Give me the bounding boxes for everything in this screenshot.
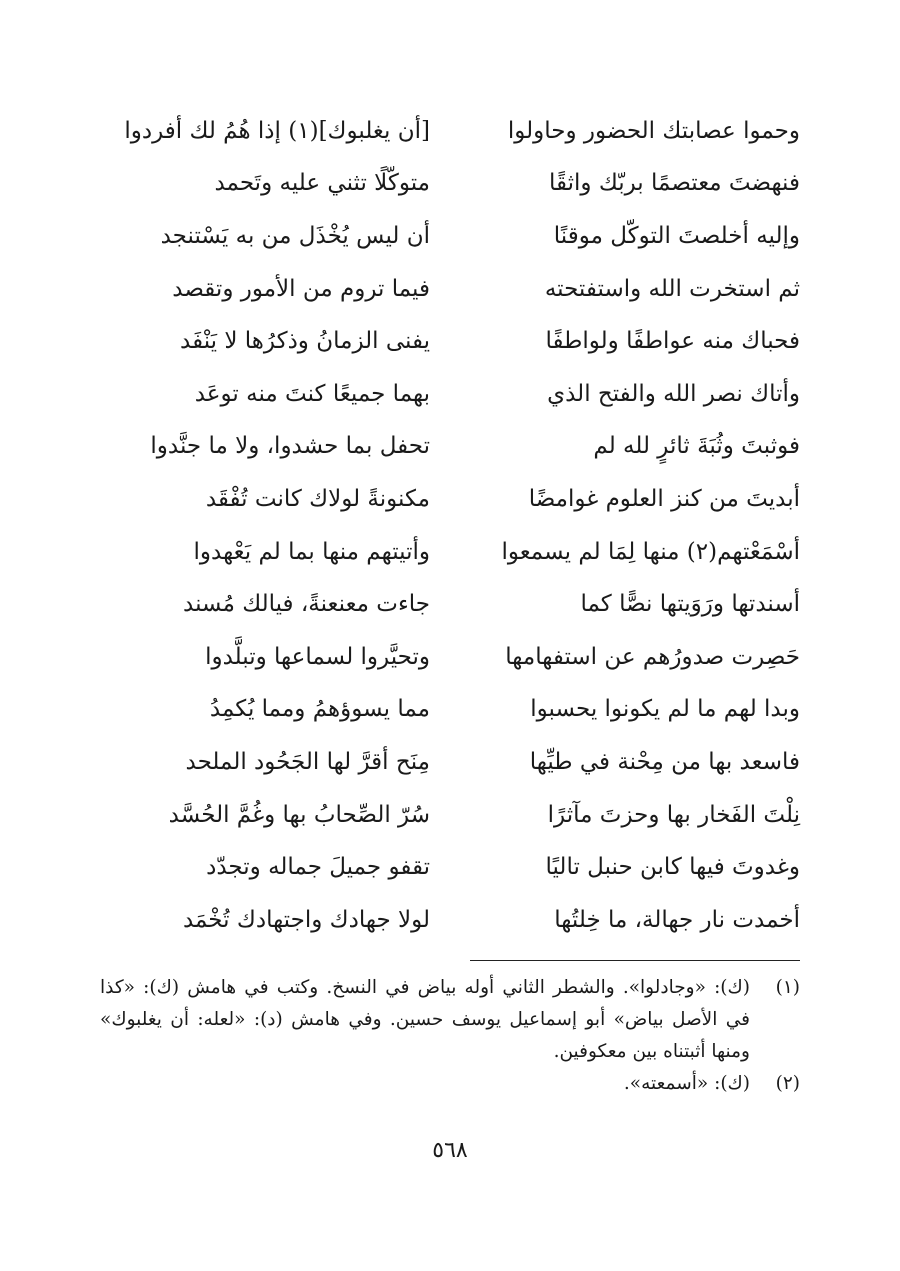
- footnote: [100, 1068, 800, 1100]
- verse-second-hemistich: سُرّ الصِّحابُ بها وغُمَّ الحُسَّد: [168, 801, 430, 828]
- verse-second-hemistich: مما يسوؤهمُ ومما يُكمِدُ: [209, 696, 430, 723]
- verse-first-hemistich: فاسعد بها من مِحْنة في طيِّها: [529, 748, 800, 775]
- verse-first-hemistich: حَصِرت صدورُهم عن استفهامها: [505, 643, 800, 670]
- verse-line: [100, 473, 800, 526]
- verse-first-hemistich: فحباك منه عواطفًا ولواطفًا: [545, 328, 800, 355]
- verse-line: [100, 421, 800, 474]
- verse-second-hemistich: جاءت معنعنةً، فيالك مُسند: [183, 591, 430, 618]
- verse-second-hemistich: لولا جهادك واجتهادك تُخْمَد: [182, 906, 430, 933]
- footnote-number: (٢): [775, 1073, 800, 1094]
- footnote-text: (ك): «أسمعته».: [623, 1073, 750, 1094]
- verse-first-hemistich: فنهضتَ معتصمًا بربّك واثقًا: [548, 170, 800, 197]
- verse-first-hemistich: ثم استخرت الله واستفتحته: [544, 275, 800, 302]
- verse-line: [100, 105, 800, 158]
- verse-first-hemistich: أسْمَعْتهم(٢) منها لِمَا لم يسمعوا: [501, 538, 800, 565]
- verse-first-hemistich: فوثبتَ وثُبَةَ ثائرٍ لله لم: [593, 433, 800, 460]
- verse-second-hemistich: أن ليس يُخْذَل من به يَسْتنجد: [160, 222, 430, 249]
- poem: [100, 105, 800, 947]
- verse-first-hemistich: أخمدت نار جهالة، ما خِلتُها: [554, 906, 800, 933]
- verse-first-hemistich: وإليه أخلصتَ التوكّل موقنًا: [553, 222, 800, 249]
- verse-line: [100, 578, 800, 631]
- verse-line: [100, 368, 800, 421]
- verse-second-hemistich: تقفو جميلَ جماله وتجدّد: [206, 854, 430, 881]
- footnote: [100, 972, 800, 1068]
- verse-line: [100, 210, 800, 263]
- verse-line: [100, 841, 800, 894]
- verse-line: [100, 315, 800, 368]
- verse-second-hemistich: يفنى الزمانُ وذكرُها لا يَنْفَد: [180, 328, 430, 355]
- verse-second-hemistich: مِنَح أقرَّ لها الجَحُود الملحد: [185, 748, 430, 775]
- verse-second-hemistich: تحفل بما حشدوا، ولا ما جنَّدوا: [150, 433, 430, 460]
- verse-line: [100, 526, 800, 579]
- footnote-number: (١): [775, 977, 800, 998]
- verse-second-hemistich: وأتيتهم منها بما لم يَعْهدوا: [193, 538, 430, 565]
- verse-first-hemistich: وغدوتَ فيها كابن حنبل تاليًا: [545, 854, 800, 881]
- verse-first-hemistich: وأتاك نصر الله والفتح الذي: [547, 380, 800, 407]
- page-number: ٥٦٨: [432, 1138, 468, 1163]
- verse-line: [100, 158, 800, 211]
- verse-first-hemistich: وحموا عصابتك الحضور وحاولوا: [507, 117, 800, 144]
- verse-second-hemistich: متوكّلًا تثني عليه وتَحمد: [214, 170, 430, 197]
- footnote-text: (ك): «وجادلوا». والشطر الثاني أوله بياض في النسخ. وكتب في هامش (ك): «كذا في الأصل بياض» أبو إسماعيل يوسف حسين. وفي هامش (د): «لعله: أن يغلبوك» ومنها أثبتناه بين معكوفين.: [100, 977, 750, 1062]
- verse-first-hemistich: وبدا لهم ما لم يكونوا يحسبوا: [530, 696, 800, 723]
- verse-line: [100, 684, 800, 737]
- verse-second-hemistich: بهما جميعًا كنتَ منه توعَد: [194, 380, 430, 407]
- verse-first-hemistich: نِلْتَ الفَخار بها وحزتَ مآثرًا: [547, 801, 800, 828]
- footnote-separator: [470, 960, 800, 961]
- verse-line: [100, 736, 800, 789]
- verse-second-hemistich: [أن يغلبوك](١) إذا هُمُ لك أفردوا: [124, 117, 430, 144]
- verse-line: [100, 894, 800, 947]
- verse-second-hemistich: وتحيَّروا لسماعها وتبلَّدوا: [205, 643, 430, 670]
- verse-line: [100, 631, 800, 684]
- verse-second-hemistich: مكنونةً لولاك كانت تُفْقَد: [205, 485, 430, 512]
- footnotes: [100, 972, 800, 1100]
- verse-first-hemistich: أسندتها ورَوَيتها نصًّا كما: [580, 591, 800, 618]
- verse-line: [100, 789, 800, 842]
- verse-first-hemistich: أبديتَ من كنز العلوم غوامضًا: [528, 485, 800, 512]
- verse-line: [100, 263, 800, 316]
- verse-second-hemistich: فيما تروم من الأمور وتقصد: [172, 275, 430, 302]
